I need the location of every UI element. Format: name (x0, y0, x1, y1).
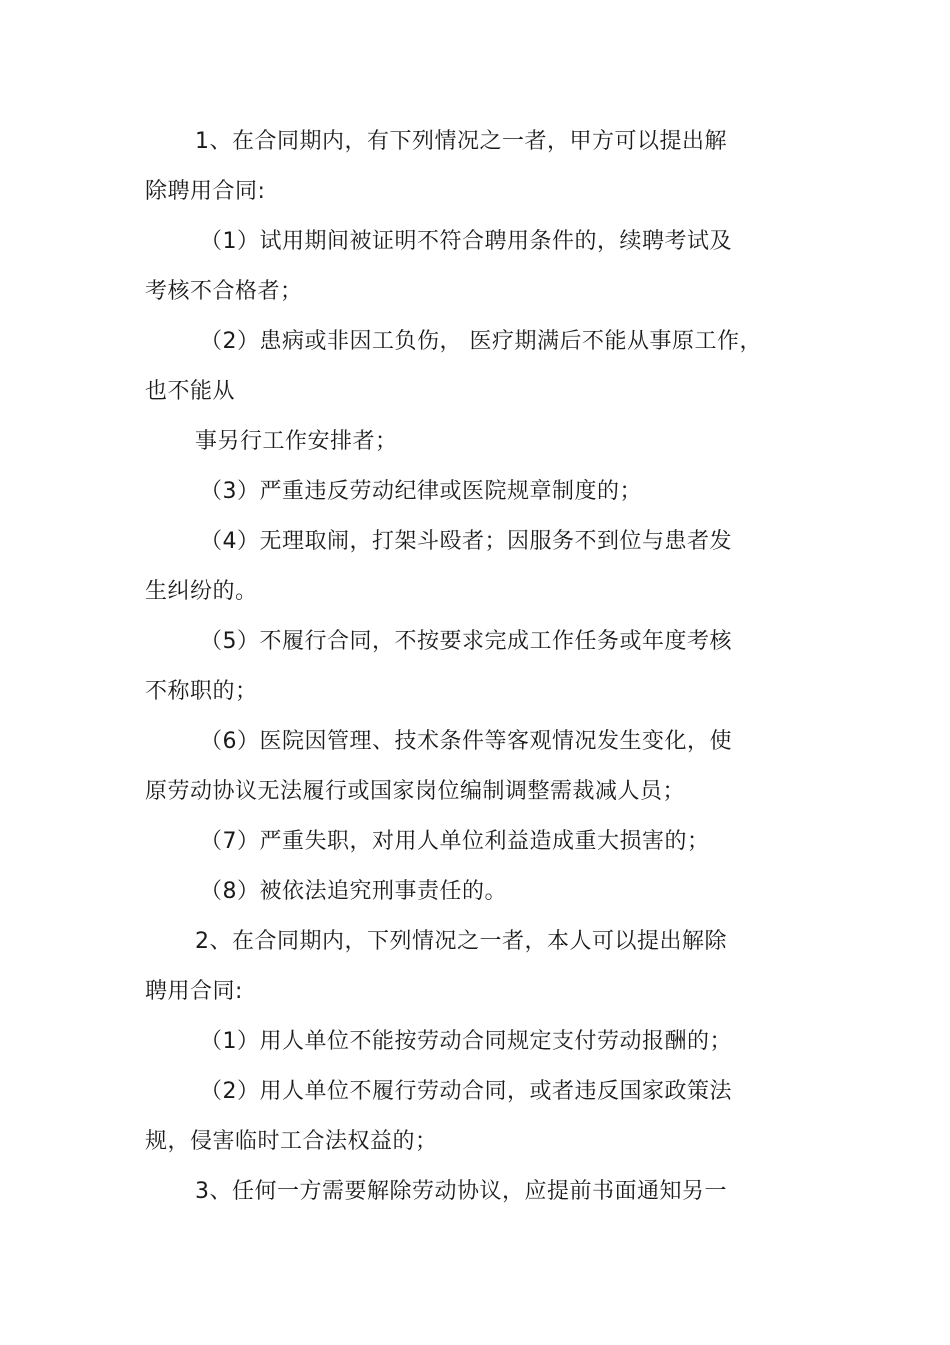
text-line: 事另行工作安排者； (195, 429, 398, 454)
text-line-item-2: （2）患病或非因工负伤， 医疗期满后不能从事原工作， (200, 329, 762, 354)
text-line-item-1: （1）用人单位不能按劳动合同规定支付劳动报酬的； (200, 1029, 732, 1054)
text-line-item-2: （2）用人单位不履行劳动合同，或者违反国家政策法 (200, 1079, 732, 1104)
text-line-item-3: （3）严重违反劳动纪律或医院规章制度的； (200, 479, 642, 504)
text-line: 考核不合格者； (145, 279, 303, 304)
text-line-item-4: （4）无理取闹，打架斗殴者；因服务不到位与患者发 (200, 529, 732, 554)
text-line-clause-3: 3、任何一方需要解除劳动协议，应提前书面通知另一 (195, 1179, 727, 1204)
text-line-item-5: （5）不履行合同，不按要求完成工作任务或年度考核 (200, 629, 732, 654)
text-line: 原劳动协议无法履行或国家岗位编制调整需裁减人员； (145, 779, 686, 804)
text-line-item-6: （6）医院因管理、技术条件等客观情况发生变化，使 (200, 729, 732, 754)
text-line-clause-1: 1、在合同期内，有下列情况之一者，甲方可以提出解 (195, 129, 727, 154)
text-line-clause-2: 2、在合同期内，下列情况之一者，本人可以提出解除 (195, 929, 727, 954)
text-line-item-1: （1）试用期间被证明不符合聘用条件的，续聘考试及 (200, 229, 732, 254)
text-line: 也不能从 (145, 379, 236, 404)
text-line-item-8: （8）被依法追究刑事责任的。 (200, 879, 507, 904)
text-line: 不称职的； (145, 679, 258, 704)
text-line: 规，侵害临时工合法权益的； (145, 1129, 438, 1154)
text-line: 聘用合同: (145, 979, 243, 1004)
text-line: 除聘用合同: (145, 179, 266, 204)
text-line: 生纠纷的。 (145, 579, 258, 604)
text-line-item-7: （7）严重失职，对用人单位利益造成重大损害的； (200, 829, 710, 854)
